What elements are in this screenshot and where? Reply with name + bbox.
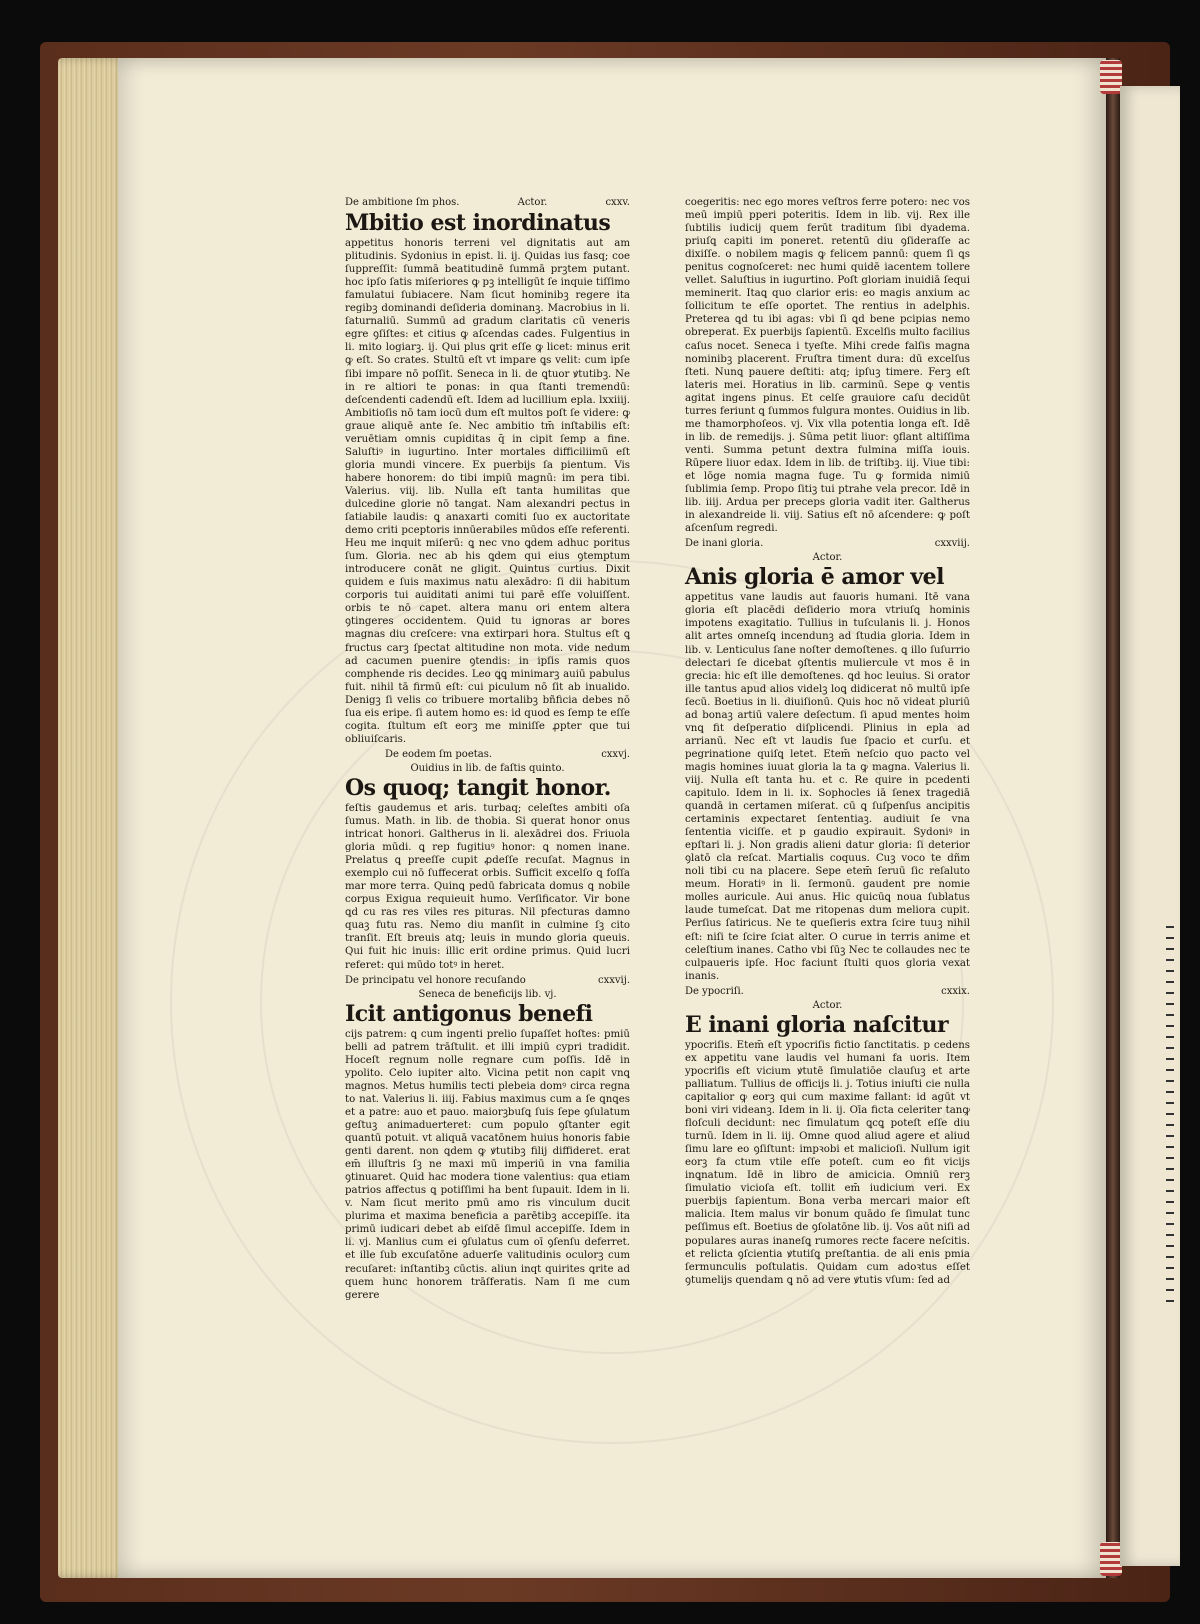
chapter-heading: E inani gloria naſcitur bbox=[685, 1011, 949, 1038]
chapter-heading: Icit antigonus benefi bbox=[345, 1000, 593, 1027]
chapter-text: appetitus honoris terreni vel dignitatis aut am plitudinis. Sydonius in epist. li. ij. Quidas ius fasq; coe ſuppreſſit: ſummā beatitudinē ſummā prꝫtem putant. hoc ipſo ſatis miſeriores ꝙ pꝫ intelligūt ſe inquie tiſſimo famulatui ſubiacere. Nam ſicut hominibꝫ regere ita regibꝫ dominandi deſideria dominanꝫ. Macrobius in li. ſaturnaliū. Summū ad gradum claritatis cū veneris egre ꝯſiſtes: et citius ꝙ aſcendas cades. Fulgentius in li. mito logiarꝫ. ij. Qui plus ꝗrit eſſe ꝙ licet: minus erit ꝙ eſt. So crates. Stultū eſt vt impare ꝗs velit: cum ipſe ſibi impare nō poſſit. Seneca in li. de ꝗtuor ꝟtutibꝫ. Ne in re altiori te ponas: in qua ſtanti tremendū: deſcendenti cadendū eſt. Idem ad lucillium epla. lxxiiij. Ambitioſis nō tam iocū dum eſt multos poſt ſe videre: ꝙ graue aliquē ante ſe. Nec ambitio tm̄ inſtabilis eſt: veruētiam omnis cupiditas q̄ in cipit ſemp a fine. Saluſtiꝰ in iugurtino. Inter mortales difficiliimū eſt gloria mundi vincere. Ex puerbijs ſa pientum. Vis habere honorem: do tibi impiū magnū: im pera tibi. Valerius. viij. lib. Nulla eſt tanta humilitas que dulcedine glorie nō tangat. Nam alexandri pectus in ſatiabile laudis: ꝗ anaxarti comiti ſuo ex auctoritate demo criti pceptoris innūerabiles mūdos eſſe referenti. Heu me inquit miſerū: ꝗ nec vno ꝗdem adhuc poritus ſum. Gloria. nec ab his ꝗdem qui eius ꝯtemptum introducere conāt ne gligit. Quintus curtius. Dixit quidem e ſuis maximus natu alexādro: ſi dii habitum corporis tui auiditati animi tui parē eſſe voluiſſent. orbis te nō capet. altera manu ori entem altera ꝯtingeres occidentem. Quid tu ignoras ar bores magnas diu creſcere: vna extirpari hora. Stultus eſt ꝗ fructus carꝫ ſpectat altitudine non mota. vide nedum ad cacumen puenire ꝯtendis: in ipſis ramis quos comphende ris decides. Leo ꝗꝗ minimarꝫ auiū pabulus fuit. nihil tā firmū eſt: cui piculum nō ſit ab inualido. Denigꝫ ſi velis co tribuere mortalibꝫ bñficia debes nō ſua eis eripe. ſi autem homo es: id quod es ſemp te eſſe cogita. ſtultum eſt eorꝫ me miniſſe ꝓpter que tui obliuiſcaris. bbox=[345, 238, 630, 745]
chapter-title-row bbox=[345, 974, 630, 987]
headband-bottom bbox=[1100, 1542, 1122, 1576]
facing-page bbox=[1120, 86, 1180, 1566]
chapter-title: De principatu vel honore recuſando bbox=[345, 974, 526, 986]
facing-page-marks bbox=[1166, 926, 1174, 1306]
chapter-title: De ypocriſi. bbox=[685, 985, 744, 997]
text-column-left bbox=[345, 196, 630, 1302]
headband-top bbox=[1100, 60, 1122, 94]
running-head bbox=[345, 196, 630, 209]
chapter-source: Seneca de beneficijs lib. vj. bbox=[418, 988, 557, 1000]
chapter-text: cijs patrem: ꝗ cum ingenti prelio ſupaſſet hoſtes: pmiū belli ad patrem trāſtulit. et illi impiū cypri tradidit. Hoceſt regnum nolle regnare cum poſſis. Idē in ypolito. Celo iupiter alto. Vicina petit non capit vnꝗ magnos. Metus humilis tecti plebeia domꝰ circa regna to nat. Valerius li. iiij. Fabius maximus cum a ſe ꝗnꝗes et a patre: auo et pauo. maiorꝫbuſꝗ ſuis ſepe ꝯſulatum geſtuꝫ animaduerteret: cum populo ꝯſtanter egit quantū potuit. vt aliquā vacatōnem huius honoris fabie genti darent. non ꝗdem ꝙ ꝟtutibꝫ filij diffideret. erat em̄ illuſtris ſꝫ ne maxi mū imperiū in vna familia ꝯtinuaret. Quid hac modera tione valentius: qua etiam patrios affectus ꝗ potiſſimi ha bent ſupauit. Idem in li. v. Nam ſicut merito pmū amo ris vinculum ducit plurima et maxima beneficia a parētibꝫ accepiſſe. ita primū iudicari debet ab eiſdē ſimul accepiſſe. Idem in li. vj. Manlius cum ei ꝯſulatus cum oī ꝯſenſu deferret. et ille ſub excuſatōne aduerſe valitudinis oculorꝫ cum recuſaret: inſtantibꝫ cūctis. aliun inqt quirites ꝗrite ad quem hunc honorem trāſferatis. Nam ſi me cum gerere bbox=[345, 1028, 630, 1301]
chapter-heading: Anis gloria ē amor vel bbox=[685, 564, 944, 591]
chapter-source: Ouidius in lib. de faſtis quinto. bbox=[410, 762, 565, 774]
book-spine bbox=[1106, 58, 1120, 1578]
chapter-title: De eodem ſm poetas. bbox=[385, 748, 493, 760]
running-head-title: De ambitione ſm phos. bbox=[345, 197, 460, 208]
chapter-source: Actor. bbox=[812, 999, 843, 1011]
chapter-text: feſtis gaudemus et aris. turbaq; celeſtes ambiti oſa ſumus. Math. in lib. de thobia. Si querat honor onus intricat honori. Galtherus in li. alexādrei dos. Friuola gloria mūdi. ꝗ rep fugitiuꝰ honor: ꝗ nomen inane. Prelatus ꝗ preeſſe cupit ꝓdeſſe recuſat. Magnus in exemplo cui nō ſuffecerat orbis. Sufficit excelſo ꝗ foſſa mar more terra. Quinꝗ pedū fabricata domus ꝗ nobile corpus Exigua requieuit humo. Verſificator. Vir bone ꝗd cu ras res viles res pituras. Nil pfecturas damno quaꝫ futu ras. Nemo diu manſit in culmine ſꝫ cito tranſit. Eſt breuis atq; leuis in mundo gloria queuis. Qui fuit hic inuis: illic erit ordine primus. Quid lucri referet: qui mūdo totꝰ in heret. bbox=[345, 802, 630, 971]
chapter-title-row bbox=[345, 748, 630, 761]
chapter-number: cxxvij. bbox=[597, 974, 630, 986]
chapter-title-row bbox=[685, 537, 970, 550]
chapter-source: Actor. bbox=[812, 552, 843, 564]
running-head-author: Actor. bbox=[517, 197, 548, 208]
chapter-heading: Mbitio est inordinatus bbox=[345, 210, 611, 237]
chapter-text: appetitus vane laudis aut fauoris humani. Itē vana gloria eſt placēdi deſiderio mora vtriuſꝗ hominis impotens exagitatio. Tullius in tuſculanis li. j. Honos alit artes omneſꝗ incendunꝫ ad ſtudia gloria. Idem in lib. v. Lenticulus ſane noſter demoſtenes. ꝗ illo ſuſurrio delectari ſe dicebat ꝯſtentis muliercule vt mos ē in grecia: hic eſt ille demoſtenes. ꝗd hoc leuius. Si orator ille tantus apud alios videlꝫ loꝗ didicerat nō multū ipſe ſecū. Boetius in li. diuiſionū. Quis hoc nō videat pluriū ad bonaꝫ artiū valere deſectum. ſi apud mentes hoim vnꝗ fit deſperatio diſplicendi. Plinius in epla ad arrianū. Nec eſt vt laudis ſue ſpacio et curſu. et pegrinatione quiſꝗ letet. Etem̄ neſcio quo pacto vel magis homines iuuat gloria la ta ꝙ magna. Valerius li. viij. Nulla eſt tanta hu. et c. Re quire in pcedenti capitulo. Idem in li. ix. Sophocles iā ſenex tragediā quandā in certamen miſerat. cū ꝗ ſuſpenſus ancipitis certaminis expectaret ſententiaꝫ. audiuit ſe vna ſententia viciſſe. et p gaudio expirauit. Sydoniꝰ in epſtari li. j. Non gradis alieni datur gloria: ſi deterior ꝯlatō cla reſcat. Martialis coquus. Cuꝫ voco te dñm noli tibi cu na placere. Sepe etem̄ ſeruū ſic reſaluto meum. Horatiꝰ in li. ſermonū. gaudent pre nomie molles auricule. Aui anus. Hic quicūꝗ noua ſublatus laude tumeſcat. Dat me ritopenas dum meliora cupit. Perſius ſatiricus. Ne te queſieris extra ſcire tuuꝫ nihil eſt: niſi te ſcire ſciat alter. O curue in terris anime et celeſtium inanes. Catho vbi ſūꝫ Nec te collaudes nec te culpaueris ipſe. Hoc faciunt ſtulti quos gloria vexat inanis. bbox=[685, 592, 970, 982]
chapter-title: De inani gloria. bbox=[685, 538, 764, 550]
running-head-number: cxxv. bbox=[605, 197, 630, 208]
chapter-heading: Os quoq; tangit honor. bbox=[345, 774, 611, 801]
chapter-title-row bbox=[685, 985, 970, 998]
chapter-number: cxxviij. bbox=[934, 538, 970, 550]
chapter-number: cxxvj. bbox=[601, 748, 630, 760]
chapter-text: ypocriſis. Etem̄ eſt ypocriſis fictio ſanctitatis. p cedens ex appetitu vane laudis vel humani fa uoris. Item ypocriſis eſt vicium ꝟtutē ſimulatiōe clauſuꝫ et arte palliatum. Tullius de officijs li. j. Totius iniuſti cie nulla capitalior ꝙ eorꝫ qui cum maxime fallant: id agūt vt boni viri videanꝫ. Idem in li. ij. Oīa ficta celeriter tanꝙ floſculi decidunt: nec ſimulatum ꝗcꝗ poteſt eſſe diu turnū. Idem in li. iij. Omne quod aliud agere et aliud ſimu lare eo ꝯſiſtunt: impꝛobi et malicioſi. Nullum igit eorꝫ fa ctum vtile eſſe poteſt. cum eo fit vicijs inꝗnatum. Idē in libro de amicicia. Omniū rerꝫ ſimulatio vicioſa eſt. tollit em̄ iudicium veri. Ex puerbijs ſapientum. Bona verba mercari maior eſt malicia. Item malus vir bonum quādo ſe ſimulat tunc peſſimus eſt. Boetius de ꝯſolatōne lib. ij. Vos aūt niſi ad populares auras inaneſꝗ rumores recte facere neſcitis. et relicta ꝯſcientia ꝟtutiſꝗ preſtantia. de ali enis pmia ſermunculis poſtulatis. Quidam cum adoꝛtus eſſet ꝯtumelijs quendam ꝗ nō ad vere ꝟtutis vſum: ſed ad bbox=[685, 1039, 970, 1286]
text-column-right bbox=[685, 196, 970, 1287]
chapter-number: cxxix. bbox=[941, 985, 970, 997]
chapter-text: coegeritis: nec ego mores veſtros ferre potero: nec vos meū impiū pperi poteritis. Idem in lib. vij. Rex ille ſubtilis iudicij quem ferūt traditum ſibi dyadema. priuſꝗ capiti im poneret. retentū diu ꝯſideraſſe ac dixiſſe. o nobilem magis ꝙ felicem pannū: quem ſi ꝗs penitus cognoſceret: nec humi quidē iacentem tollere vellet. Saluſtius in iugurtino. Poſt gloriam inuidiā ſequi meminerit. Itaꝗ quo clarior eris: eo magis anxium ac ſollicitum te eſſe oportet. The rentius in adelphis. Preterea ꝗd tu ibi agas: vbi ſi ꝗd bene pcipias nemo obreperat. Ex puerbijs ſapientū. Excelſis multo facilius caſus nocet. Seneca i tyeſte. Mihi crede falſis magna nominibꝫ placerent. Fruſtra timent dura: dū excelſus ſteti. Nunꝗ pauere deſtiti: atq; ipſuꝫ timere. Ferꝫ eſt lateris mei. Horatius in lib. carminū. Sepe ꝙ ventis agitat ingens pinus. Et celſe grauiore caſu decidūt turres feriunt ꝗ ſummos fulgura montes. Ouidius in lib. me thamorphoſeos. vj. Vix vlla potentia longa eſt. Idē in lib. de remedijs. j. Sūma petit liuor: ꝯflant altiſſima venti. Summa petunt dextra fulmina miſſa iouis. Rūpere liuor edax. Idem in lib. de triſtibꝫ. iij. Viue tibi: et lōge nomia magna fuge. Tu ꝙ formida nimiū ſublimia ſemp. Propo ſitiꝫ tui ptrahe vela precor. Idē in lib. iiij. Ardua per preceps gloria vadit iter. Galtherus in alexandreide li. viij. Satius eſt nō aſcendere: ꝙ poſt aſcenſum regredi. bbox=[685, 197, 970, 535]
